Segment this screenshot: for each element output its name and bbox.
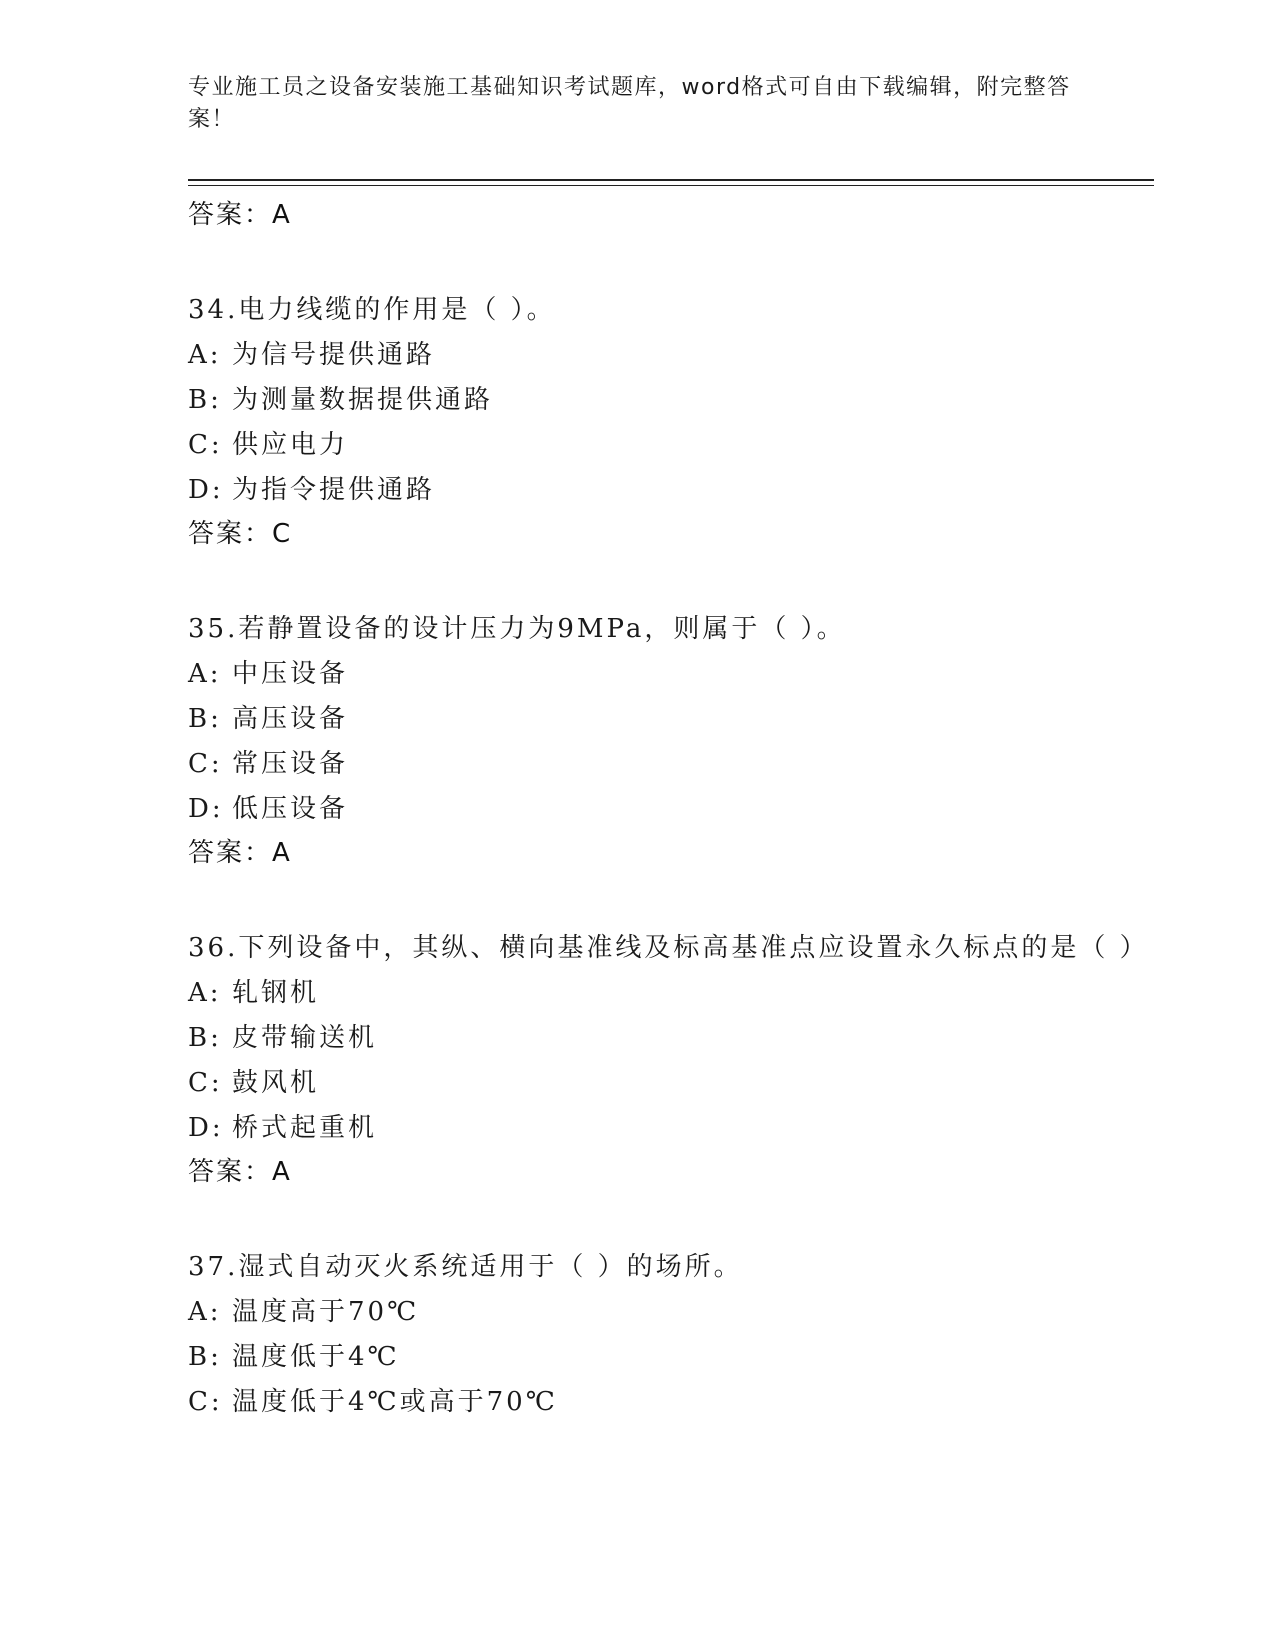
question-block: [188, 607, 1154, 870]
answer-line: 答案：A: [188, 200, 292, 230]
option-item: [188, 1106, 1154, 1151]
option-text: 为指令提供通路: [232, 475, 436, 505]
option-item: [188, 378, 1154, 423]
option-letter: A:: [188, 1297, 222, 1327]
question-list: [188, 194, 1154, 1425]
option-item: [188, 787, 1154, 832]
header-rule-thin: [188, 185, 1154, 186]
option-text: 高压设备: [232, 704, 349, 734]
option-item: [188, 423, 1154, 468]
option-letter: C:: [188, 430, 223, 460]
option-item: [188, 1335, 1154, 1380]
option-letter: B:: [188, 385, 222, 415]
option-text: 轧钢机: [232, 978, 320, 1008]
question-block: [188, 288, 1154, 551]
option-item: [188, 1061, 1154, 1106]
answer-line: 答案：A: [188, 1157, 292, 1187]
option-item: [188, 652, 1154, 697]
option-letter: C:: [188, 1387, 223, 1417]
option-item: [188, 697, 1154, 742]
answer-line: 答案：A: [188, 838, 292, 868]
option-item: [188, 468, 1154, 513]
option-text: 供应电力: [232, 430, 349, 460]
option-text: 低压设备: [232, 794, 349, 824]
option-text: 为信号提供通路: [232, 340, 436, 370]
question-stem: 37.湿式自动灭火系统适用于（ ）的场所。: [188, 1252, 743, 1282]
option-text: 温度高于70℃: [232, 1297, 420, 1327]
answer-line: 答案：C: [188, 519, 293, 549]
question-block: [188, 1245, 1154, 1425]
option-item: [188, 1016, 1154, 1061]
option-letter: B:: [188, 1342, 222, 1372]
option-text: 皮带输送机: [232, 1023, 378, 1053]
option-letter: D:: [188, 475, 224, 505]
option-item: [188, 1380, 1154, 1425]
question-block: [188, 926, 1154, 1189]
option-letter: B:: [188, 704, 222, 734]
option-letter: A:: [188, 978, 222, 1008]
option-item: [188, 333, 1154, 378]
question-stem: 36.下列设备中，其纵、横向基准线及标高基准点应设置永久标点的是（ ）: [188, 933, 1149, 963]
option-text: 为测量数据提供通路: [232, 385, 494, 415]
question-stem: 34.电力线缆的作用是（ ）。: [188, 295, 556, 325]
document-header: 专业施工员之设备安装施工基础知识考试题库，word格式可自由下载编辑，附完整答案！: [188, 75, 1071, 132]
option-item: [188, 1290, 1154, 1335]
option-text: 温度低于4℃: [232, 1342, 400, 1372]
option-text: 鼓风机: [232, 1068, 320, 1098]
question-stem: 35.若静置设备的设计压力为9MPa，则属于（ ）。: [188, 614, 846, 644]
option-text: 中压设备: [232, 659, 349, 689]
option-item: [188, 971, 1154, 1016]
option-letter: C:: [188, 1068, 223, 1098]
option-text: 桥式起重机: [232, 1113, 378, 1143]
option-letter: B:: [188, 1023, 222, 1053]
option-text: 温度低于4℃或高于70℃: [232, 1387, 558, 1417]
option-letter: D:: [188, 1113, 224, 1143]
option-item: [188, 742, 1154, 787]
option-letter: C:: [188, 749, 223, 779]
option-letter: A:: [188, 340, 222, 370]
header-rule-thick: [188, 179, 1154, 181]
option-letter: A:: [188, 659, 222, 689]
option-text: 常压设备: [232, 749, 349, 779]
option-letter: D:: [188, 794, 224, 824]
